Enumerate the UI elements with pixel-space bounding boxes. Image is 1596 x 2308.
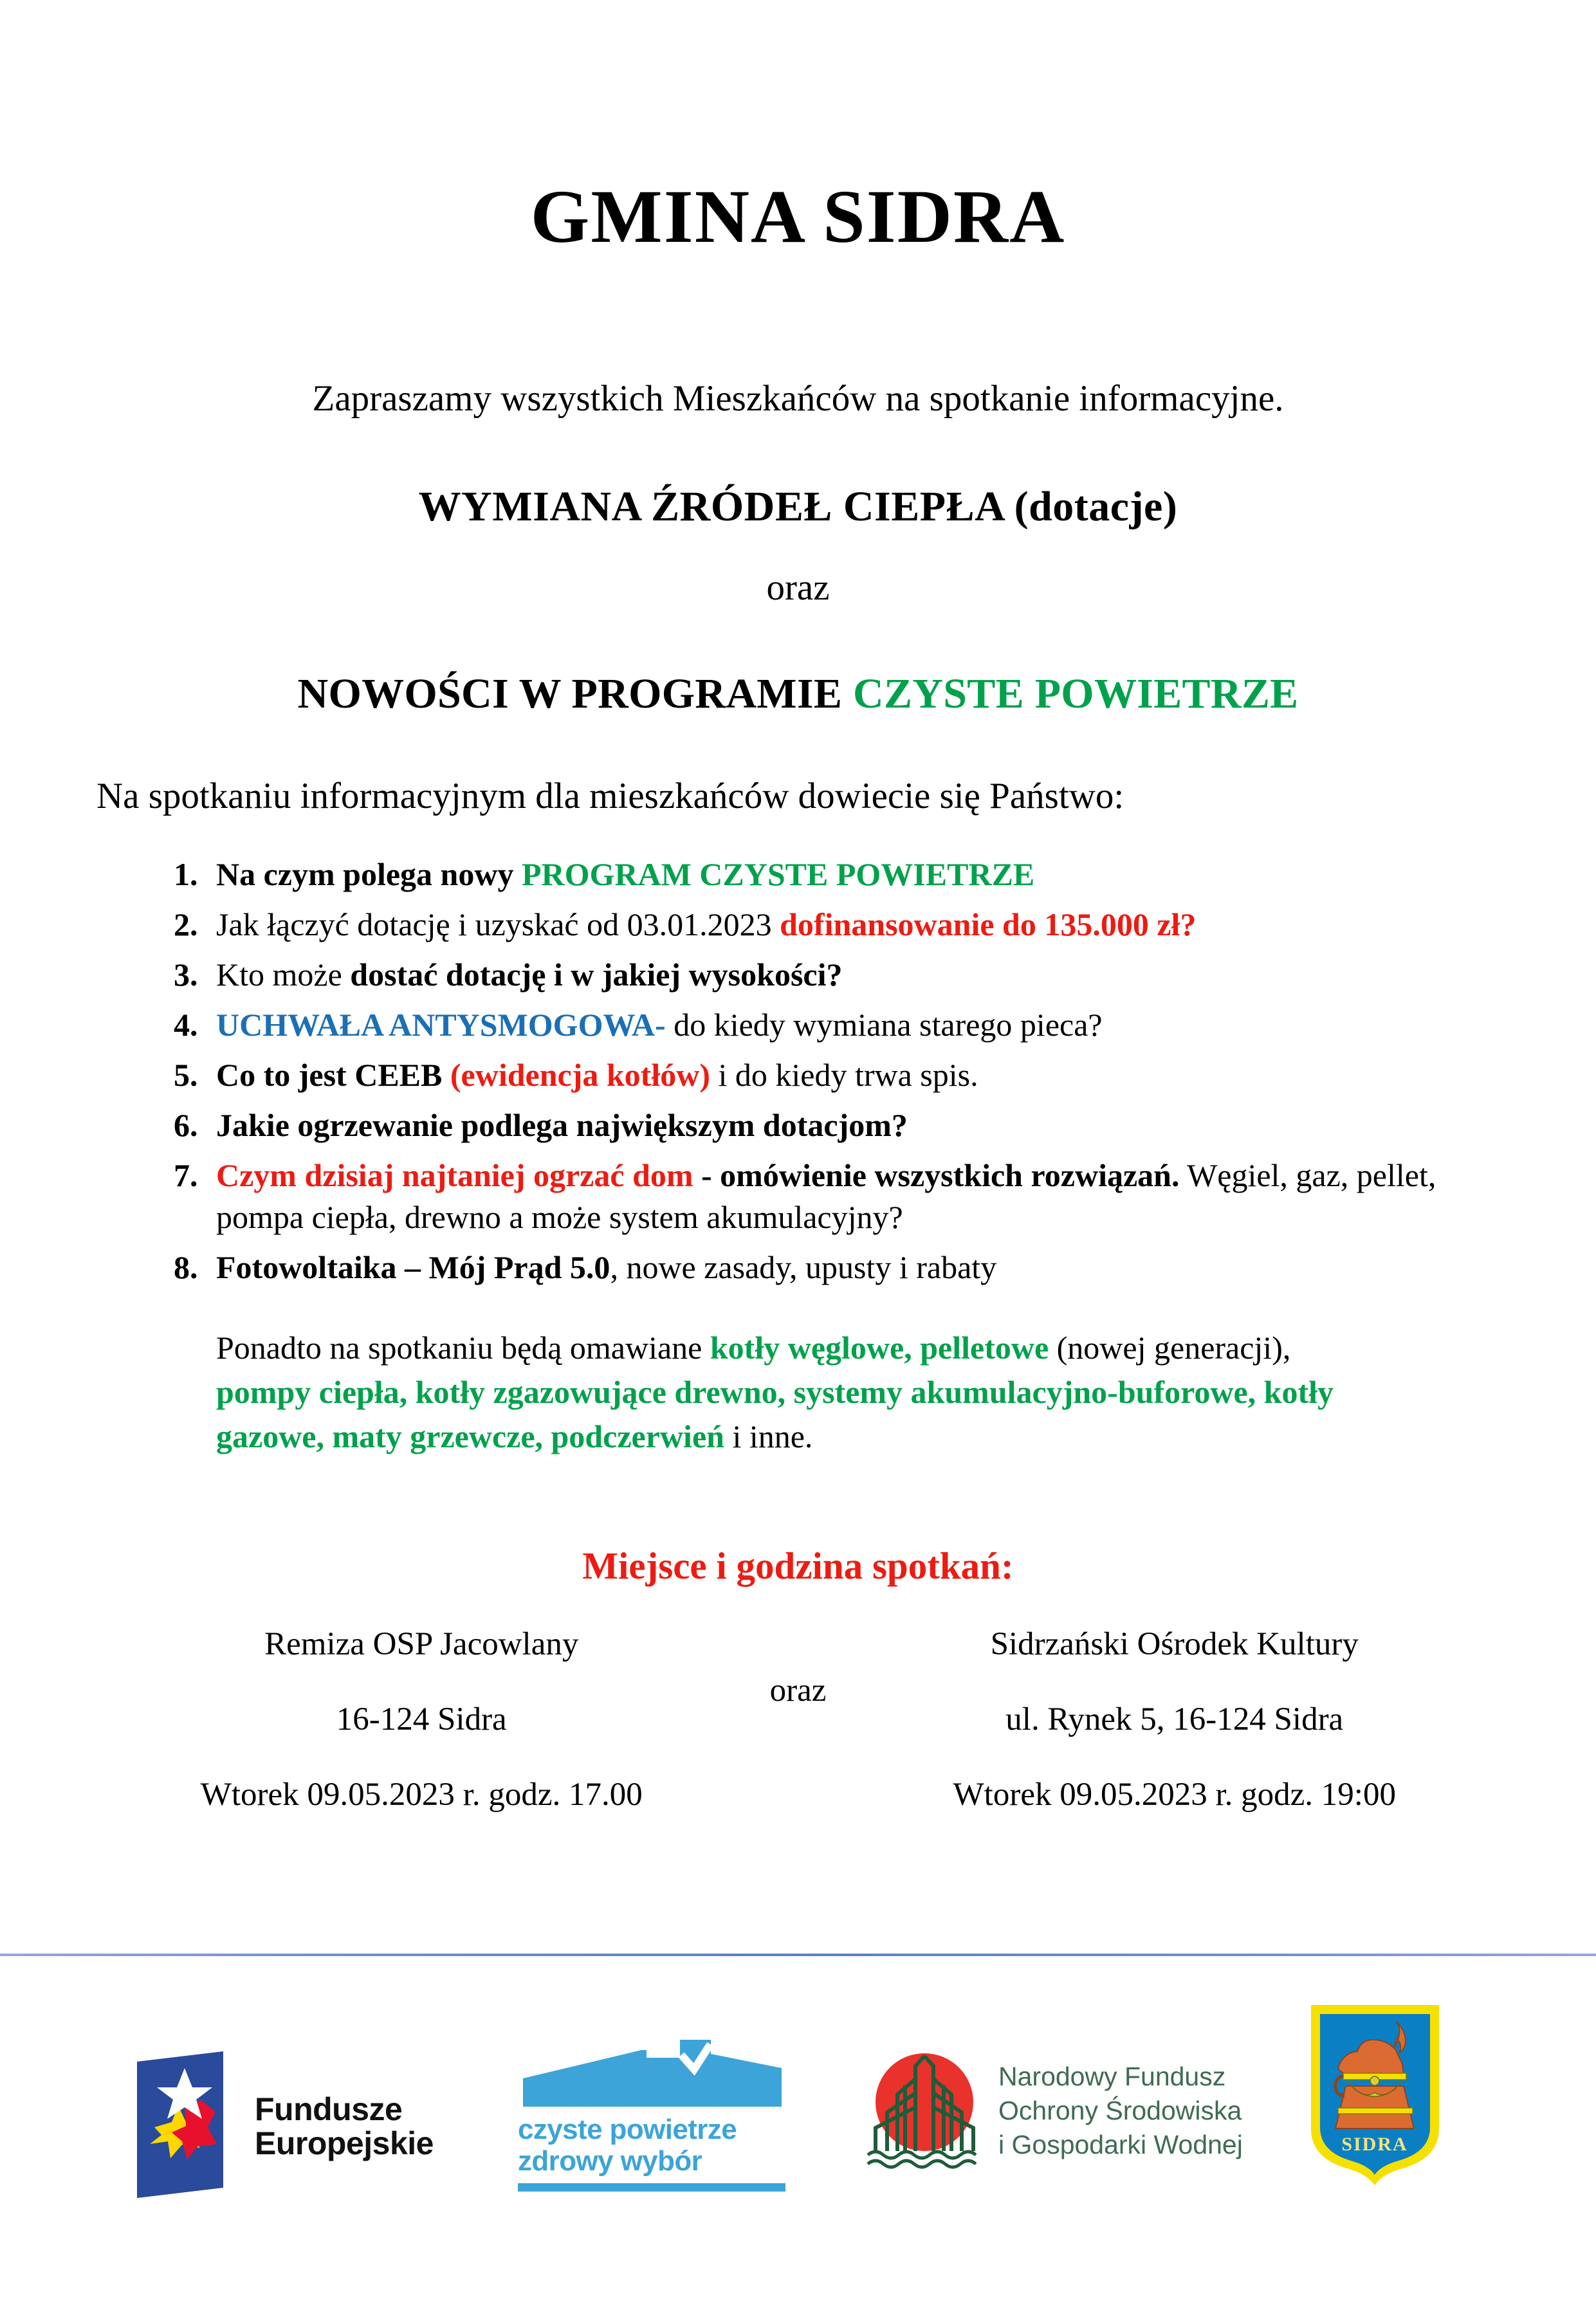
venue-left-address: 16-124 Sidra — [336, 1701, 507, 1737]
poster-page — [0, 51, 1596, 2308]
extra-paragraph-run-7: kotły gazowe, maty grzewcze, podczerwień — [216, 1373, 1334, 1454]
venue-left-name: Remiza OSP Jacowlany — [264, 1626, 579, 1662]
logo-nfosigw — [865, 2048, 1243, 2174]
fe-line-1: Fundusze — [255, 2091, 403, 2127]
nf-line-1: Narodowy Fundusz — [998, 2061, 1226, 2091]
cp-line-2: zdrowy wybór — [518, 2145, 702, 2177]
nf-line-3: i Gospodarki Wodnej — [998, 2130, 1243, 2160]
list-item-7-run-2: Węgiel, gaz, pellet, pompa ciepła, drewno a może system akumulacyjny? — [216, 1157, 1436, 1235]
page-title: GMINA SIDRA — [530, 174, 1066, 259]
house-check-icon — [518, 2102, 785, 2113]
intro-line: Zapraszamy wszystkich Mieszkańców na spotkanie informacyjne. — [312, 378, 1284, 419]
logo-herb-sidra — [1306, 2000, 1444, 2190]
list-item-6 — [174, 1104, 1500, 1146]
list-item-6-run-0: Jakie ogrzewanie podlega największym dotacjom? — [216, 1106, 908, 1143]
extra-paragraph-run-3: pompy ciepła, kotły zgazowujące drewno — [216, 1373, 778, 1410]
list-item-1-run-0: Na czym polega nowy — [216, 856, 522, 892]
extra-paragraph-run-4: , — [777, 1373, 794, 1410]
nfosigw-text — [998, 2060, 1243, 2163]
list-item-4 — [174, 1004, 1500, 1046]
extra-paragraph-run-0: Ponadto na spotkaniu będą omawiane — [216, 1329, 710, 1366]
herb-label-text: SIDRA — [1341, 2134, 1408, 2156]
cp-underline-bar — [518, 2183, 785, 2192]
logo-fundusze-europejskie — [125, 2050, 434, 2203]
list-item-1 — [174, 854, 1500, 895]
list-item-7-run-1: - omówienie wszystkich rozwiązań. — [693, 1157, 1180, 1193]
extra-paragraph — [96, 1326, 1500, 1459]
list-item-3 — [174, 954, 1500, 996]
lead-line: Na spotkaniu informacyjnym dla mieszkańców dowiecie się Państwo: — [96, 775, 1124, 816]
venue-right — [863, 1628, 1487, 1811]
list-item-2-run-1: dofinansowanie do 135.000 zł? — [780, 906, 1197, 942]
list-item-1-run-1: PROGRAM CZYSTE POWIETRZE — [521, 856, 1035, 892]
list-item-2 — [174, 904, 1500, 946]
list-item-7-run-0: Czym dzisiaj najtaniej ogrzać dom — [216, 1157, 693, 1193]
extra-paragraph-run-6: , — [1247, 1373, 1264, 1410]
fe-line-2: Europejskie — [255, 2125, 434, 2161]
meeting-section-title: Miejsce i godzina spotkań: — [582, 1544, 1014, 1587]
oraz-connector-top: oraz — [766, 567, 830, 608]
fundusze-europejskie-text — [255, 2093, 434, 2161]
list-item-3-run-1: dostać dotację i w jakiej wysokości? — [350, 956, 843, 993]
venues-container — [96, 1628, 1500, 1811]
venue-right-datetime: Wtorek 09.05.2023 r. godz. 19:00 — [953, 1776, 1396, 1813]
list-item-2-run-0: Jak łączyć dotację i uzyskać od 03.01.2023 — [216, 906, 780, 942]
tree-sun-water-icon — [865, 2048, 984, 2174]
extra-paragraph-run-5: systemy akumulacyjno-buforowe — [793, 1373, 1248, 1410]
coat-of-arms-icon — [1306, 2000, 1444, 2190]
list-item-7 — [174, 1155, 1500, 1238]
list-item-4-run-1: do kiedy wymiana starego pieca? — [665, 1006, 1103, 1043]
footer-logos — [0, 1993, 1596, 2264]
cp-line-1: czyste powietrze — [518, 2114, 737, 2146]
list-item-8 — [174, 1247, 1500, 1288]
extra-paragraph-run-1: kotły węglowe, pelletowe — [710, 1329, 1049, 1366]
venue-right-name: Sidrzański Ośrodek Kultury — [990, 1626, 1359, 1662]
list-item-8-run-0: Fotowoltaika – Mój Prąd 5.0 — [216, 1249, 610, 1285]
list-item-5-run-1: (ewidencja kotłów) — [450, 1056, 710, 1093]
extra-paragraph-run-2: (nowej generacji), — [1049, 1329, 1291, 1366]
extra-paragraph-run-8: i inne. — [724, 1418, 813, 1454]
list-item-3-run-0: Kto może — [216, 956, 351, 993]
list-item-8-run-1: , nowe zasady, upusty i rabaty — [610, 1249, 997, 1285]
heading-nowosci-green: CZYSTE POWIETRZE — [853, 670, 1299, 717]
eu-flag-icon — [125, 2050, 238, 2203]
footer-divider — [0, 1954, 1596, 1956]
list-item-4-run-0: UCHWAŁA ANTYSMOGOWA- — [216, 1006, 666, 1043]
heading-wymiana-zrodel-ciepla: WYMIANA ŹRÓDEŁ CIEPŁA (dotacje) — [418, 483, 1178, 531]
questions-list — [96, 854, 1500, 1288]
list-item-5 — [174, 1054, 1500, 1096]
heading-nowosci-w-programie — [96, 670, 1500, 719]
oraz-connector-venues: oraz — [769, 1672, 827, 1708]
nf-line-2: Ochrony Środowiska — [998, 2095, 1242, 2125]
logo-czyste-powietrze — [518, 2038, 785, 2192]
venue-left-datetime: Wtorek 09.05.2023 r. godz. 17.00 — [200, 1776, 643, 1813]
venue-right-address: ul. Rynek 5, 16-124 Sidra — [1005, 1701, 1344, 1737]
list-item-5-run-0: Co to jest CEEB — [216, 1056, 450, 1093]
czyste-powietrze-text — [518, 2114, 785, 2177]
venue-left — [109, 1628, 734, 1811]
heading-nowosci-black: NOWOŚCI W PROGRAMIE — [297, 670, 853, 717]
list-item-5-run-2: i do kiedy trwa spis. — [710, 1056, 978, 1093]
